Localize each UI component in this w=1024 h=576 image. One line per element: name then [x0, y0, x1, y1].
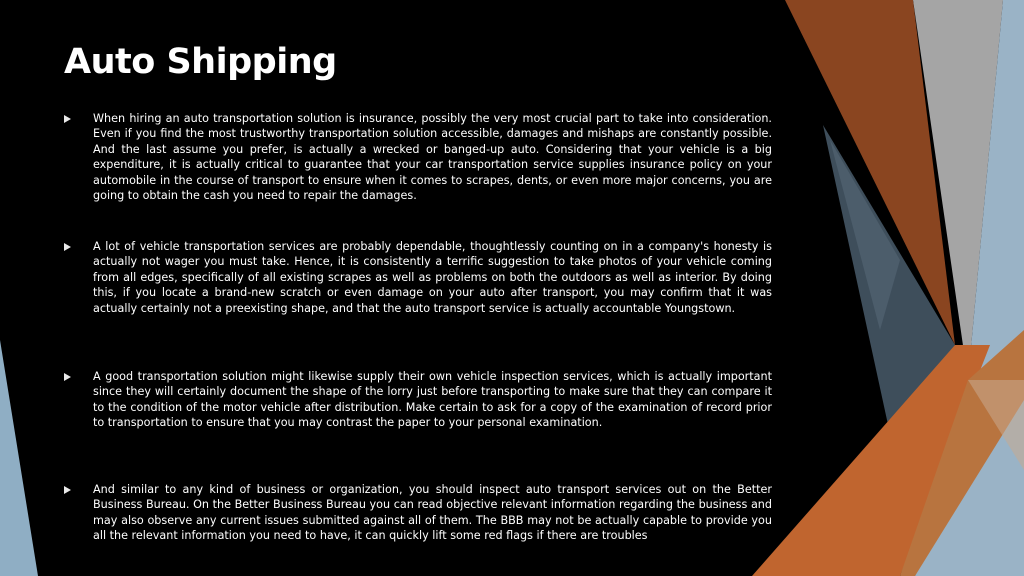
- triangle-right-icon: [64, 486, 71, 494]
- bullet-text-3: A good transportation solution might likewise supply their own vehicle inspection services, which is actually important since they will certainly document the shape of the lorry just before transporting to make sure that they can compare it to the condition of the motor vehicle after distribution. Make certain to ask for a copy of the examination of record prior to transportation to ensure that you may contrast the paper to your personal examination.: [93, 370, 772, 430]
- bullet-text-4: And similar to any kind of business or organization, you should inspect auto transport services out on the Better Business Bureau. On the Better Business Bureau you can read objective relevant information regarding the business and may also observe any current issues submitted against all of them. The BBB may not be actually capable to provide you all the relevant information you need to have, it can quickly lift some red flags if there are troubles: [93, 483, 772, 543]
- bullet-item-2: [64, 239, 772, 316]
- bullet-item-4: [64, 482, 772, 544]
- slide-title: Auto Shipping: [64, 42, 337, 82]
- bullet-item-3: [64, 369, 772, 431]
- bullet-text-1: When hiring an auto transportation solution is insurance, possibly the very most crucial part to take into consideration. Even if you find the most trustworthy transportation solution accessible, damages and mishaps are constantly possible. And the last assume you prefer, is actually a wrecked or banged-up auto. Considering that your vehicle is a big expenditure, it is actually critical to guarantee that your car transportation service supplies insurance policy on your automobile in the course of transport to ensure when it comes to scrapes, dents, or even more major concerns, you are going to obtain the cash you need to repair the damages.: [93, 112, 772, 203]
- triangle-right-icon: [64, 373, 71, 381]
- triangle-right-icon: [64, 115, 71, 123]
- triangle-right-icon: [64, 243, 71, 251]
- bullet-item-1: [64, 111, 772, 203]
- left-accent-shape: [0, 340, 38, 576]
- bullet-text-2: A lot of vehicle transportation services are probably dependable, thoughtlessly counting on in a company's honesty is actually not wager you must take. Hence, it is consistently a terrific suggestion to take photos of your vehicle coming from all edges, specifically of all existing scrapes as well as problems on both the outdoors as well as interior. By doing this, if you locate a brand-new scratch or even damage on your auto after transport, you may confirm that it was actually certainly not a preexisting shape, and that the auto transport service is actually accountable Youngstown.: [93, 240, 772, 315]
